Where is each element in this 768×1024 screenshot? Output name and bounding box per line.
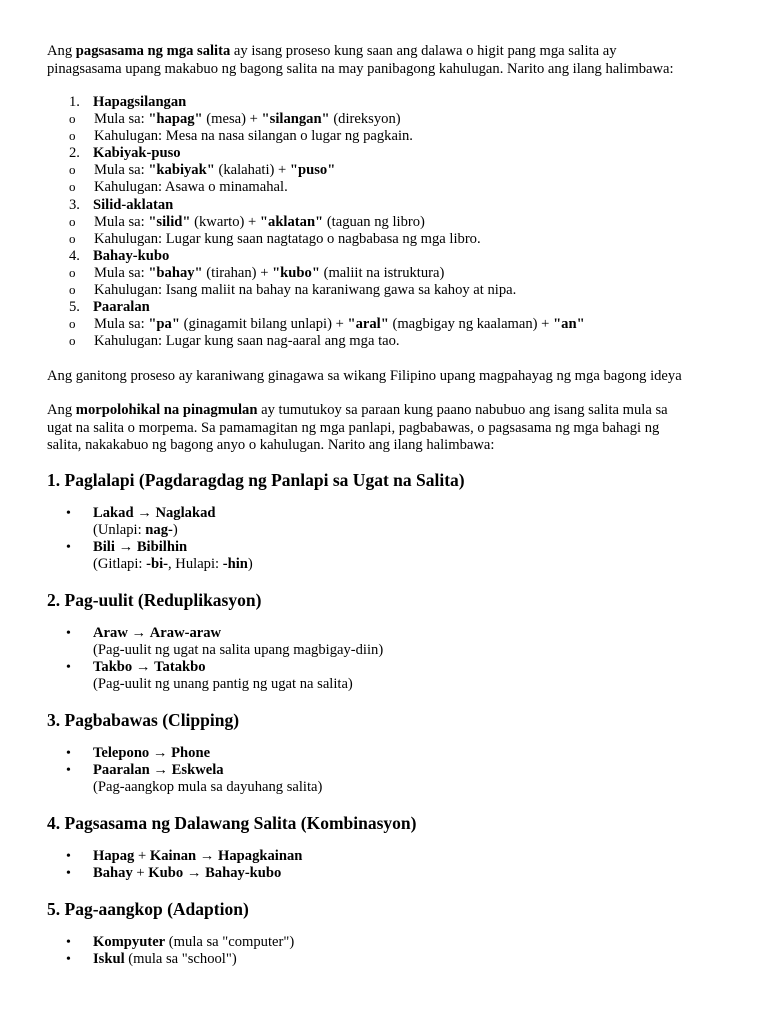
item-note: (Pag-aangkop mula sa dayuhang salita): [93, 779, 323, 795]
section-5-list: [47, 934, 294, 968]
plus-sign: +: [134, 848, 150, 864]
compound-word: Bahay-kubo: [93, 247, 170, 264]
origin-gloss: (maliit na istruktura): [319, 264, 445, 281]
base-word: Araw: [93, 625, 128, 641]
morph-line-1: [47, 402, 737, 420]
affix: -hin: [222, 556, 248, 572]
section-heading: 2. Pag-uulit (Reduplikasyon): [47, 590, 262, 610]
sub-item-meaning: o Kahulugan: Isang maliit na bahay na karaniwang gawa sa kahoy at nipa.: [47, 282, 585, 299]
list-number: 3.: [69, 196, 80, 213]
derived-word: Phone: [171, 745, 211, 761]
list-item: [47, 505, 253, 539]
derived-word: Bibilhin: [136, 539, 188, 555]
origin-part: "bahay": [148, 264, 203, 281]
origin-part: "hapag": [148, 111, 203, 128]
sub-item-origin: [47, 265, 585, 282]
section-heading: 3. Pagbabawas (Clipping): [47, 710, 240, 730]
list-item: [47, 94, 585, 111]
list-item: [47, 248, 585, 265]
item-note: (mula sa "computer"): [165, 934, 295, 950]
base-word: Bahay: [93, 865, 133, 881]
origin-part: "kabiyak": [148, 162, 215, 179]
origin-gloss: (tirahan) +: [202, 264, 273, 281]
origin-prefix: Mula sa:: [94, 213, 149, 230]
list-number: 1.: [69, 94, 80, 110]
note-text: ): [247, 556, 253, 572]
list-item: [47, 951, 294, 968]
origin-gloss: (magbigay ng kaalaman) +: [388, 316, 554, 333]
origin-part: "aral": [347, 316, 389, 333]
section-2-list: [47, 625, 383, 693]
list-item: [47, 848, 302, 865]
derived-word: Tatakbo: [154, 659, 206, 675]
arrow-icon: →: [137, 505, 152, 521]
base-word: Takbo: [93, 659, 133, 675]
list-number: 5.: [69, 299, 80, 316]
origin-part: "kubo": [272, 264, 320, 281]
arrow-icon: →: [186, 865, 202, 881]
origin-gloss: (taguan ng libro): [323, 213, 425, 230]
base-word: Bili: [93, 539, 115, 555]
list-item: [47, 659, 383, 693]
sub-item-meaning: o Kahulugan: Lugar kung saan nagtatago o nagbabasa ng mga libro.: [47, 231, 585, 248]
morph-pre: Ang: [47, 402, 76, 418]
derived-word: Eskwela: [171, 762, 224, 778]
origin-part: "an": [553, 316, 585, 333]
compound-word: Hapagsilangan: [93, 94, 187, 110]
base-word: Lakad: [93, 505, 134, 521]
list-item: [47, 299, 585, 316]
item-note: (Pag-uulit ng ugat na salita upang magbigay-diin): [93, 642, 384, 658]
list-number: 4.: [69, 247, 80, 264]
closing-line: Ang ganitong proseso ay karaniwang ginagawa sa wikang Filipino upang magpahayag ng mga bagong ideya: [47, 368, 682, 384]
origin-part: "aklatan": [259, 213, 324, 230]
list-number: 2.: [69, 145, 80, 162]
item-note: [93, 556, 253, 573]
derived-word: Bahay-kubo: [205, 865, 282, 881]
compound-list: [47, 94, 585, 350]
sub-item-meaning: o Kahulugan: Mesa na nasa silangan o lugar ng pagkain.: [47, 128, 585, 145]
arrow-icon: →: [135, 659, 151, 675]
origin-part: "silid": [148, 213, 191, 230]
intro-line-1: [47, 43, 737, 61]
note-text: ): [172, 522, 178, 538]
base-word: Kubo: [148, 865, 184, 881]
compound-word: Kabiyak-puso: [93, 145, 181, 162]
section-1-list: [47, 505, 253, 573]
compound-word: Paaralan: [93, 299, 150, 316]
affix: nag-: [145, 522, 173, 538]
origin-gloss: (kwarto) +: [190, 213, 260, 230]
origin-prefix: Mula sa:: [94, 264, 149, 281]
base-word: Hapag: [93, 848, 135, 864]
closing-paragraph: [47, 368, 737, 386]
arrow-icon: →: [118, 539, 134, 555]
morph-term: morpolohikal na pinagmulan: [75, 402, 258, 418]
intro-line-2: pinagsasama upang makabuo ng bagong salita na may panibagong kahulugan. Narito ang ilang halimbawa:: [47, 60, 674, 77]
origin-part: "pa": [148, 316, 180, 333]
arrow-icon: →: [153, 762, 169, 778]
origin-gloss: (mesa) +: [202, 111, 262, 128]
arrow-icon: →: [131, 625, 147, 641]
sub-item-origin: [47, 214, 585, 231]
note-text: (Gitlapi:: [93, 556, 147, 572]
base-word: Paaralan: [93, 762, 150, 778]
section-heading: 5. Pag-aangkop (Adaption): [47, 899, 249, 919]
note-text: , Hulapi:: [168, 556, 223, 572]
list-item: [47, 539, 253, 573]
origin-prefix: Mula sa:: [94, 111, 149, 128]
origin-prefix: Mula sa:: [94, 162, 149, 179]
origin-part: "puso": [289, 162, 336, 179]
intro-pre: Ang: [47, 43, 76, 59]
sub-item-meaning: o Kahulugan: Asawa o minamahal.: [47, 179, 585, 196]
derived-word: Naglakad: [155, 505, 216, 521]
sub-item-origin: [47, 111, 585, 128]
section-heading: 1. Paglalapi (Pagdaragdag ng Panlapi sa Ugat na Salita): [47, 470, 465, 490]
compound-word: Silid-aklatan: [93, 196, 174, 213]
affix: -bi-: [146, 556, 168, 572]
item-note: (Pag-uulit ng unang pantig ng ugat na salita): [93, 676, 353, 692]
section-3-list: [47, 745, 322, 796]
intro-line1-text: ay isang proseso kung saan ang dalawa o higit pang mga salita ay: [230, 43, 617, 59]
morphology-paragraph: [47, 402, 737, 455]
sub-item-origin: [47, 162, 585, 179]
section-4-list: [47, 848, 302, 882]
plus-sign: +: [132, 865, 149, 881]
note-text: (Unlapi:: [93, 522, 146, 538]
origin-gloss: (kalahati) +: [214, 162, 290, 179]
list-item: [47, 762, 322, 796]
morph-line1-text: ay tumutukoy sa paraan kung paano nabubuo ang isang salita mula sa: [257, 402, 668, 418]
list-item: [47, 625, 383, 659]
morph-line-2: ugat na salita o morpema. Sa pamamagitan ng mga panlapi, pagbabawas, o pagsasama ng mga bahagi ng: [47, 419, 660, 436]
loan-word: Kompyuter: [93, 934, 166, 950]
list-item: [47, 934, 294, 951]
origin-part: "silangan": [261, 111, 330, 128]
origin-prefix: Mula sa:: [94, 316, 149, 333]
arrow-icon: →: [199, 848, 215, 864]
sub-item-meaning: o Kahulugan: Lugar kung saan nag-aaral ang mga tao.: [47, 333, 585, 350]
item-note: (mula sa "school"): [124, 951, 237, 967]
intro-term: pagsasama ng mga salita: [75, 43, 231, 59]
origin-gloss: (ginagamit bilang unlapi) +: [179, 316, 348, 333]
arrow-icon: →: [152, 745, 168, 761]
list-item: [47, 745, 322, 762]
morph-line-3: salita, nakakabuo ng bagong anyo o kahulugan. Narito ang ilang halimbawa:: [47, 437, 495, 453]
intro-paragraph: [47, 43, 737, 78]
list-item: [47, 865, 302, 882]
base-word: Kainan: [149, 848, 197, 864]
section-heading: 4. Pagsasama ng Dalawang Salita (Kombinasyon): [47, 813, 417, 833]
derived-word: Hapagkainan: [218, 848, 303, 864]
list-item: [47, 197, 585, 214]
loan-word: Iskul: [93, 951, 125, 967]
base-word: Telepono: [93, 745, 150, 761]
sub-item-origin: [47, 316, 585, 333]
list-item: [47, 145, 585, 162]
derived-word: Araw-araw: [149, 625, 222, 641]
origin-gloss: (direksyon): [329, 111, 401, 128]
item-note: [93, 522, 253, 539]
